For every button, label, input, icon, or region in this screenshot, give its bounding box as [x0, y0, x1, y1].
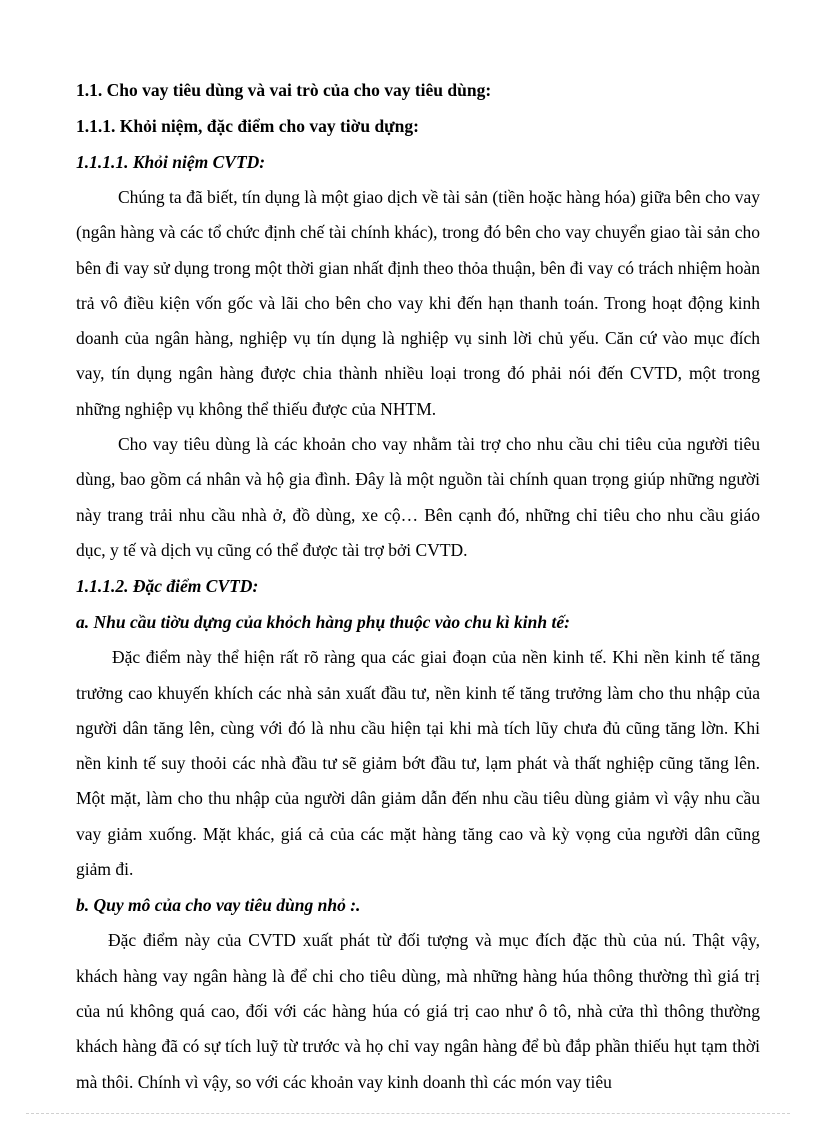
- paragraph-economic-cycle: Đặc điểm này thể hiện rất rõ ràng qua các giai đoạn của nền kinh tế. Khi nền kinh tế tăng trưởng cao khuyến khích các nhà sản xuất đầu tư, nền kinh tế tăng trưởng làm cho thu nhập của người dân tăng lên, cùng với đó là nhu cầu hiện tại khi mà tích lũy chưa đủ cũng tăng lờn. Khi nền kinh tế suy thoỏi các nhà đầu tư sẽ giảm bớt đầu tư, lạm phát và thất nghiệp cũng tăng lên. Một mặt, làm cho thu nhập của người dân giảm dẫn đến nhu cầu tiêu dùng giảm vì vậy nhu cầu vay giảm xuống. Mặt khác, giá cả của các mặt hàng tăng cao và kỳ vọng của người dân cũng giảm đi.: [76, 647, 760, 880]
- subheading-feature-a: a. Nhu cầu tiờu dựng của khỏch hàng phụ thuộc vào chu kì kinh tế:: [76, 612, 570, 633]
- heading-concept: 1.1.1.1. Khỏi niệm CVTD:: [76, 152, 266, 172]
- paragraph-loan-size: Đặc điểm này của CVTD xuất phát từ đối tượng và mục đích đặc thù của nú. Thật vậy, khách hàng vay ngân hàng là để chi cho tiêu dùng, mà những hàng húa thông thường thì giá trị của nú không quá cao, đối với các hàng húa có giá trị cao như ô tô, nhà cửa thì thông thường khách hàng đã có sự tích luỹ từ trước và họ chỉ vay ngân hàng để bù đắp phần thiếu hụt tạm thời mà thôi. Chính vì vậy, so với các khoản vay kinh doanh thì các món vay tiêu: [76, 930, 760, 1092]
- document-page: [76, 72, 760, 1100]
- heading-features: 1.1.1.2. Đặc điểm CVTD:: [76, 576, 259, 597]
- heading-section-1-1: 1.1. Cho vay tiêu dùng và vai trò của cho vay tiêu dùng:: [76, 80, 492, 100]
- paragraph-credit-definition: Chúng ta đã biết, tín dụng là một giao dịch về tài sản (tiền hoặc hàng hóa) giữa bên cho vay (ngân hàng và các tổ chức định chế tài chính khác), trong đó bên cho vay chuyển giao tài sản cho bên đi vay sử dụng trong một thời gian nhất định theo thỏa thuận, bên đi vay có trách nhiệm hoàn trả vô điều kiện vốn gốc và lãi cho bên cho vay khi đến hạn thanh toán. Trong hoạt động kinh doanh của ngân hàng, nghiệp vụ tín dụng là nghiệp vụ sinh lời chủ yếu. Căn cứ vào mục đích vay, tín dụng ngân hàng được chia thành nhiều loại trong đó phải nói đến CVTD, một trong những nghiệp vụ không thể thiếu được của NHTM.: [76, 187, 760, 419]
- page-bottom-divider: [26, 1113, 790, 1114]
- paragraph-consumer-loan-definition: Cho vay tiêu dùng là các khoản cho vay nhằm tài trợ cho nhu cầu chi tiêu của người tiêu dùng, bao gồm cá nhân và hộ gia đình. Đây là một nguồn tài chính quan trọng giúp những người này trang trải nhu cầu nhà ở, đồ dùng, xe cộ… Bên cạnh đó, những chỉ tiêu cho nhu cầu giáo dục, y tế và dịch vụ cũng có thể được tài trợ bởi CVTD.: [76, 434, 760, 560]
- heading-section-1-1-1: 1.1.1. Khỏi niệm, đặc điểm cho vay tiờu dựng:: [76, 116, 419, 136]
- subheading-feature-b: b. Quy mô của cho vay tiêu dùng nhỏ :.: [76, 895, 361, 916]
